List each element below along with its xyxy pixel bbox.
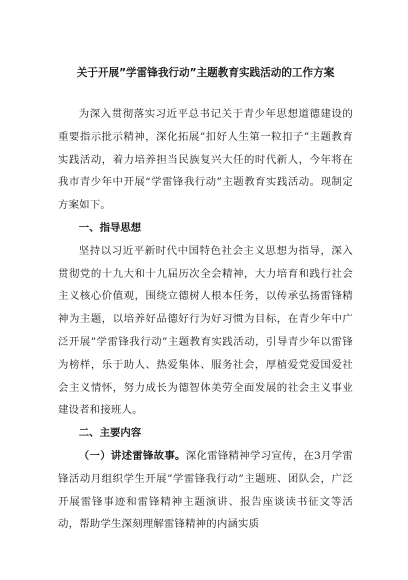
section-heading-guiding-ideology: 一、指导思想 [78,221,142,234]
main-content-item-paragraph [58,445,353,536]
document-title: 关于开展”学雷锋我行动”主题教育实践活动的工作方案 [76,67,335,79]
item-lead: （一）讲述雷锋故事。 [78,449,186,462]
section-heading-main-content: 二、主要内容 [78,427,142,440]
intro-paragraph: 为深入贯彻落实习近平总书记关于青少年思想道德建设的重要指示批示精神，深化拓展”扣好人生第一粒扣子”主题教育实践活动，着力培养担当民族复兴大任的时代新人，今年将在我市青少年中开展“学雷锋我行动”主题教育实践活动。现制定方案如下。 [58,108,353,212]
item-body: 深化雷锋精神学习宣传，在3月学雷锋活动月组织学生开展”学雷锋我行动”主题班、团队会，广泛开展雷锋事迹和雷锋精神主题演讲、报告座谈读书征文等活动，帮助学生深刻理解雷锋精神的内涵实质 [58,449,354,531]
guiding-ideology-paragraph: 坚持以习近平新时代中国特色社会主义思想为指导，深入贯彻党的十九大和十九届历次全会精神，大力培育和践行社会主义核心价值观，围绕立德树人根本任务，以传承弘扬雷锋精神为主题，以培养好品德好行为好习惯为目标，在青少年中广泛开展”学雷锋我行动”主题教育实践活动，引导青少年以雷锋为榜样，乐于助人、热爱集体、服务社会，厚植爱党爱国爱社会主义情怀，努力成长为德智体美劳全面发展的社会主义事业建设者和接班人。 [58,244,353,417]
